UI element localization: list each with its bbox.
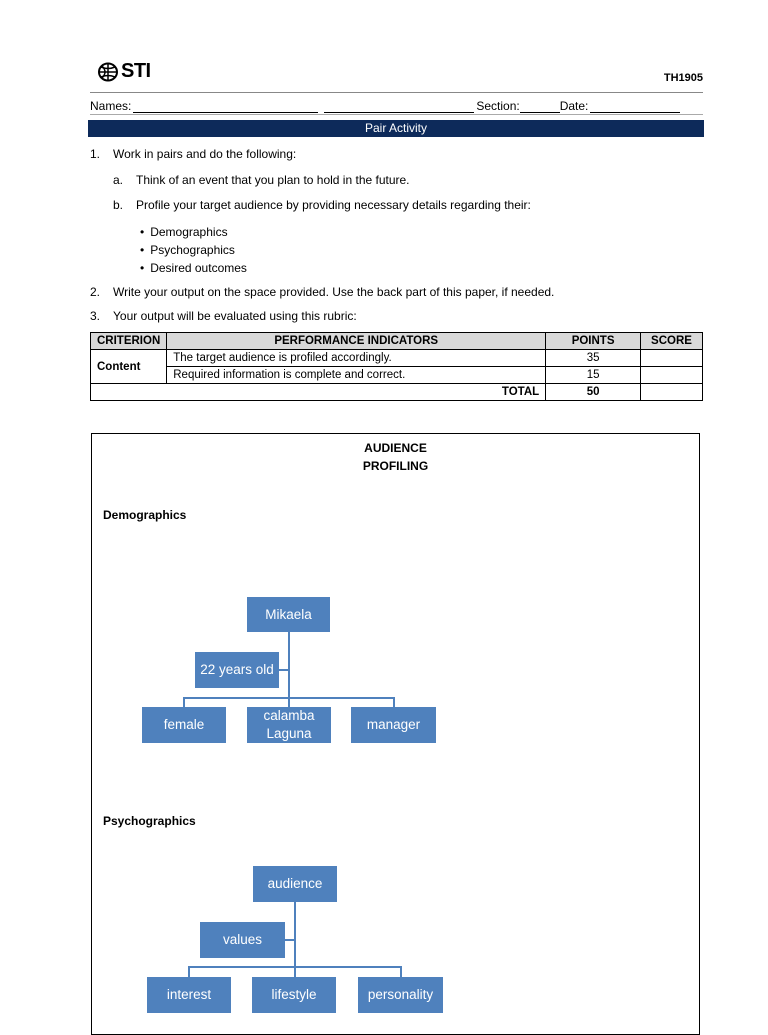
instruction-text: Write your output on the space provided. Use the back part of this paper, if needed. — [113, 285, 555, 299]
org-node-child: female — [142, 707, 226, 743]
logo-text: STI — [121, 60, 151, 82]
org-node-child — [247, 707, 331, 743]
org-node-root: Mikaela — [247, 597, 330, 632]
org-node-child: interest — [147, 977, 231, 1013]
bullet-item: • Desired outcomes — [140, 259, 247, 277]
instruction-text: Your output will be evaluated using this rubric: — [113, 309, 357, 323]
activity-banner: Pair Activity — [88, 120, 704, 137]
instruction-text: Work in pairs and do the following: — [113, 147, 297, 161]
org-node-assistant: 22 years old — [195, 652, 279, 688]
org-node-assistant: values — [200, 922, 285, 958]
psychographics-label: Psychographics — [103, 814, 196, 828]
instruction-text: Think of an event that you plan to hold in the future. — [136, 173, 410, 187]
points-cell: 35 — [546, 350, 641, 367]
column-header: SCORE — [641, 333, 703, 350]
indicator-cell: The target audience is profiled accordingly. — [167, 350, 546, 367]
org-node-line: Laguna — [266, 726, 312, 741]
criterion-cell: Content — [91, 350, 167, 384]
org-node-child: lifestyle — [252, 977, 336, 1013]
bullet-item: • Psychographics — [140, 241, 247, 259]
output-title-line: PROFILING — [362, 459, 429, 473]
column-header: PERFORMANCE INDICATORS — [167, 333, 546, 350]
demographics-label: Demographics — [103, 508, 187, 522]
total-points: 50 — [546, 384, 641, 401]
total-label: TOTAL — [91, 384, 546, 401]
org-node-line: calamba — [263, 708, 315, 723]
section-label: Section: — [476, 99, 520, 113]
instruction-number: 1. — [90, 147, 101, 161]
instruction-letter: b. — [113, 198, 124, 212]
indicator-cell: Required information is complete and correct. — [167, 367, 546, 384]
org-node-root: audience — [253, 866, 337, 902]
instruction-text: Profile your target audience by providing necessary details regarding their: — [136, 198, 531, 212]
instruction-letter: a. — [113, 173, 124, 187]
column-header: CRITERION — [91, 333, 167, 350]
points-cell: 15 — [546, 367, 641, 384]
document-code: TH1905 — [663, 72, 703, 84]
org-node-child: personality — [358, 977, 443, 1013]
instruction-number: 2. — [90, 285, 101, 299]
bullet-item: • Demographics — [140, 223, 247, 241]
names-label: Names: — [90, 99, 132, 113]
output-title-line: AUDIENCE — [364, 441, 427, 455]
column-header: POINTS — [546, 333, 641, 350]
org-node-child: manager — [351, 707, 436, 743]
instruction-number: 3. — [90, 309, 101, 323]
date-label: Date: — [559, 99, 589, 113]
